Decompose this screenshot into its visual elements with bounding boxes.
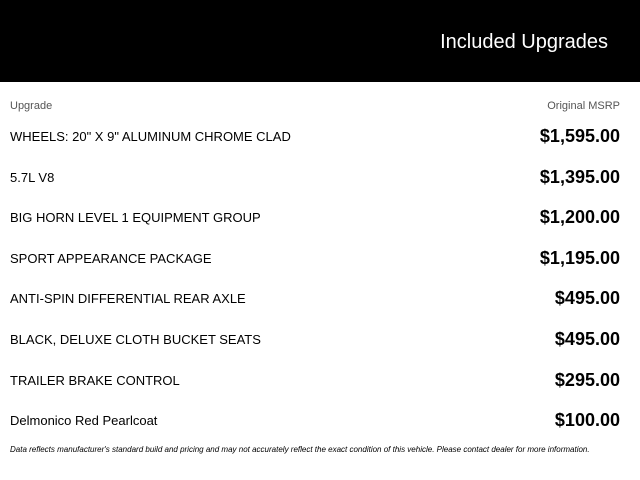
column-header-msrp: Original MSRP bbox=[547, 100, 620, 112]
upgrade-name: BIG HORN LEVEL 1 EQUIPMENT GROUP bbox=[10, 210, 261, 226]
table-row bbox=[0, 360, 640, 401]
upgrade-name: TRAILER BRAKE CONTROL bbox=[10, 372, 180, 388]
table-row bbox=[0, 197, 640, 238]
table-row bbox=[0, 157, 640, 198]
upgrade-price: $495.00 bbox=[554, 328, 620, 349]
header-bar bbox=[0, 0, 640, 82]
upgrades-list bbox=[0, 116, 640, 441]
upgrade-price: $495.00 bbox=[554, 288, 620, 309]
upgrade-price: $100.00 bbox=[554, 410, 620, 431]
table-row bbox=[0, 238, 640, 279]
upgrade-name: Delmonico Red Pearlcoat bbox=[10, 413, 158, 429]
upgrade-name: BLACK, DELUXE CLOTH BUCKET SEATS bbox=[10, 331, 261, 347]
upgrade-name: 5.7L V8 bbox=[10, 169, 55, 185]
upgrade-price: $1,395.00 bbox=[539, 166, 620, 187]
column-header-upgrade: Upgrade bbox=[10, 100, 53, 112]
upgrade-name: SPORT APPEARANCE PACKAGE bbox=[10, 250, 212, 266]
table-row bbox=[0, 400, 640, 441]
upgrade-name: ANTI-SPIN DIFFERENTIAL REAR AXLE bbox=[10, 291, 246, 307]
table-row bbox=[0, 319, 640, 360]
page-title: Included Upgrades bbox=[440, 31, 608, 53]
table-row bbox=[0, 278, 640, 319]
table-row bbox=[0, 116, 640, 157]
upgrade-price: $295.00 bbox=[554, 369, 620, 390]
upgrade-name: WHEELS: 20" X 9" ALUMINUM CHROME CLAD bbox=[10, 129, 291, 144]
upgrade-price: $1,195.00 bbox=[539, 247, 620, 268]
upgrade-price: $1,595.00 bbox=[539, 126, 620, 146]
upgrade-price: $1,200.00 bbox=[539, 207, 620, 228]
disclaimer-text: Data reflects manufacturer's standard build and pricing and may not accurately reflect the exact condition of this vehicle. Please contact dealer for more information. bbox=[10, 445, 590, 454]
